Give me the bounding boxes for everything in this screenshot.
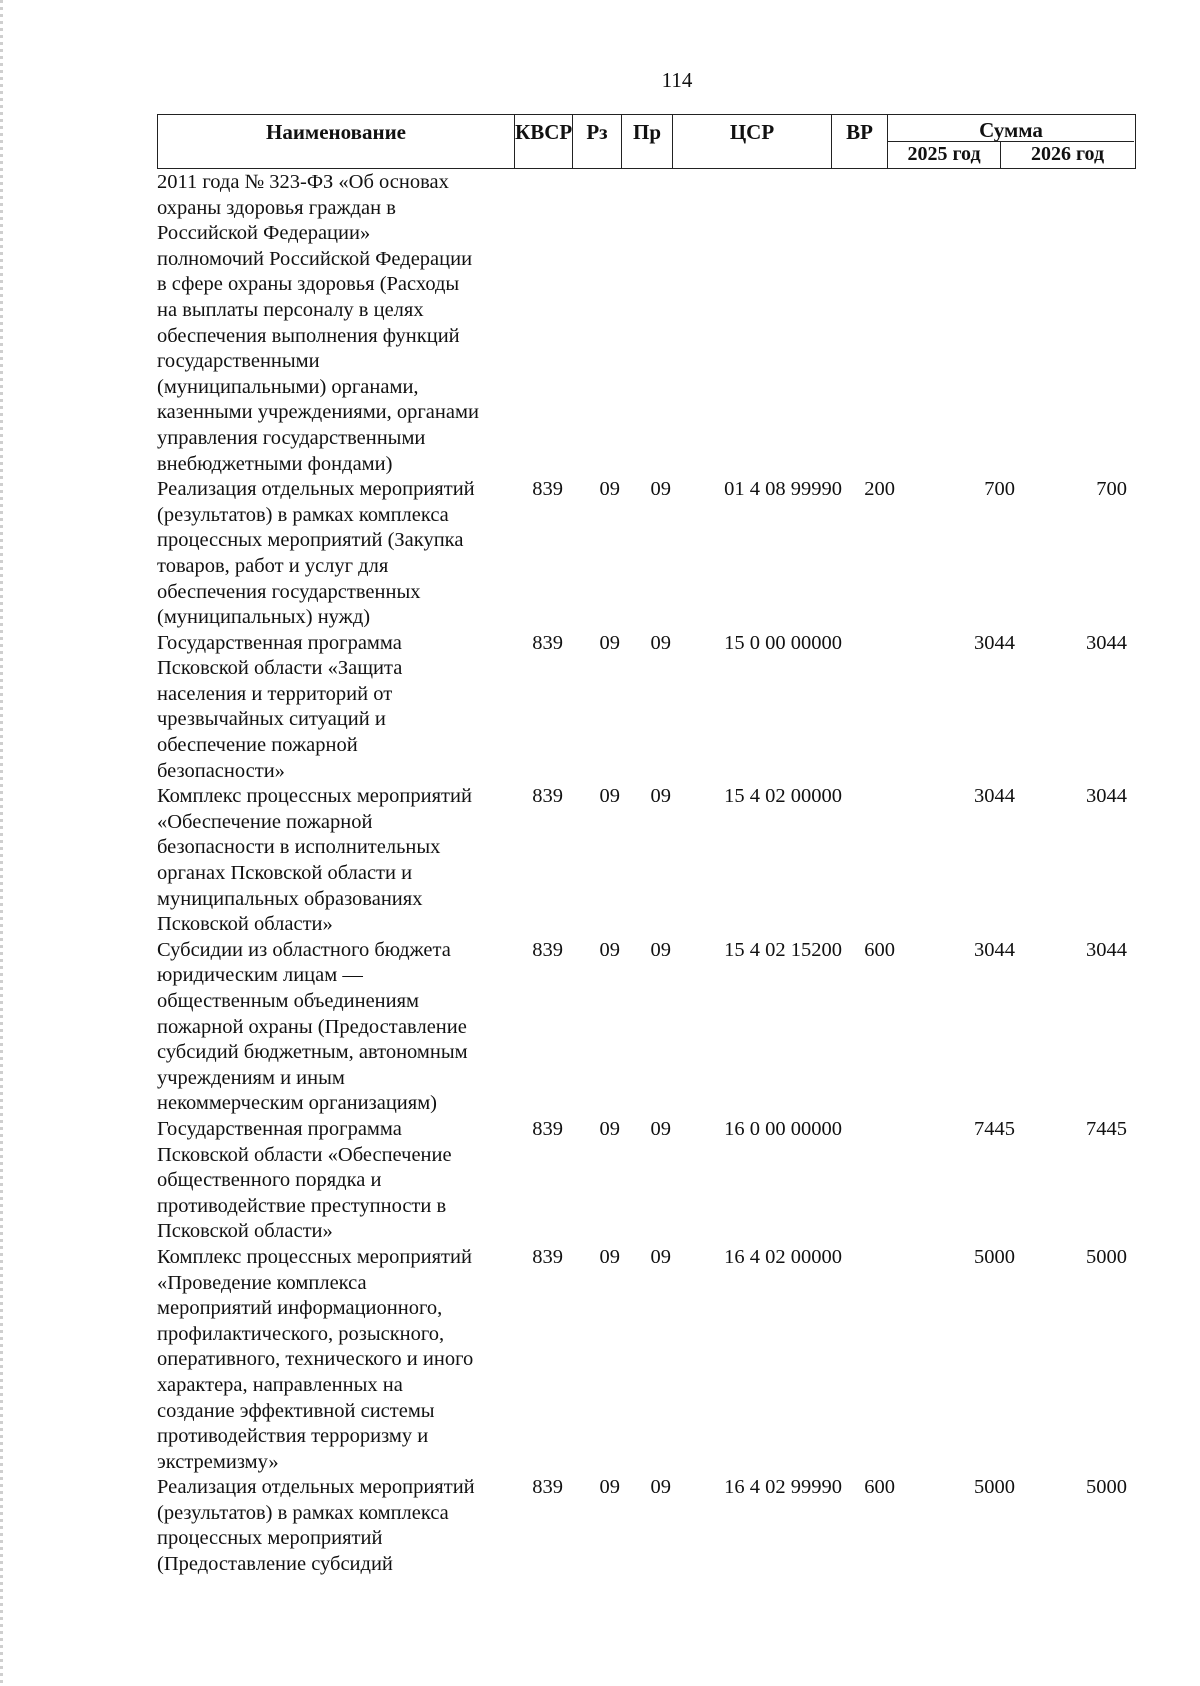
row-pr: 09 [650,1245,671,1268]
row-name: Субсидии из областного бюджета юридическим лицам — общественным объединениям пожарной охраны (Предоставление субсидий бюджетным, автономным учреждениям и иным некоммерческим организациям) [157,938,468,1115]
row-vr: 600 [864,938,895,961]
row-sum-2025: 3044 [974,631,1015,654]
table-row [157,477,1136,631]
row-rz: 09 [599,1117,620,1140]
header-year-2025: 2025 год [888,142,1001,168]
row-sum-2025: 5000 [974,1245,1015,1268]
row-pr: 09 [650,631,671,654]
table-row [157,784,1136,938]
scan-edge [0,0,3,1686]
row-rz: 09 [599,1245,620,1268]
row-name: Комплекс процессных мероприятий «Проведение комплекса мероприятий информационного, профилактического, розыскного, оперативного, технического и иного характера, направленных на создание эффективной системы противодействия терроризму и экстремизму» [157,1245,474,1473]
row-name: Государственная программа Псковской области «Защита населения и территорий от чрезвычайных ситуаций и обеспечение пожарной безопасности» [157,631,403,782]
row-sum-2025: 3044 [974,785,1015,808]
row-vr: 200 [864,478,895,501]
row-sum-2026: 3044 [1086,631,1127,654]
row-csr: 15 4 02 00000 [724,785,842,808]
row-kvsr: 839 [532,478,563,501]
header-kvsr: КВСР [515,115,573,168]
table-row [157,1475,1136,1577]
row-sum-2025: 700 [984,478,1015,501]
header-name: Наименование [158,115,515,168]
header-sum: Сумма [888,115,1134,142]
row-sum-2025: 7445 [974,1117,1015,1140]
header-sum-group [888,115,1134,168]
header-vr: ВР [832,115,888,168]
row-sum-2026: 3044 [1086,785,1127,808]
row-csr: 16 0 00 00000 [724,1117,842,1140]
row-pr: 09 [650,785,671,808]
row-csr: 15 0 00 00000 [724,631,842,654]
row-name: Государственная программа Псковской области «Обеспечение общественного порядка и противодействие преступности в Псковской области» [157,1117,452,1243]
row-vr: 600 [864,1476,895,1499]
header-rz: Рз [573,115,622,168]
row-sum-2026: 700 [1096,478,1127,501]
row-kvsr: 839 [532,938,563,961]
header-year-2026: 2026 год [1030,143,1105,165]
row-rz: 09 [599,631,620,654]
row-rz: 09 [599,938,620,961]
table-row [157,170,1136,477]
row-kvsr: 839 [532,1476,563,1499]
header-pr: Пр [622,115,673,168]
table-row [157,1245,1136,1475]
row-kvsr: 839 [532,631,563,654]
row-pr: 09 [650,1117,671,1140]
row-csr: 16 4 02 99990 [724,1476,842,1499]
row-name: Комплекс процессных мероприятий «Обеспечение пожарной безопасности в исполнительных органах Псковской области и муниципальных образованиях Псковской области» [157,785,472,936]
row-csr: 15 4 02 15200 [724,938,842,961]
row-kvsr: 839 [532,1117,563,1140]
table-row [157,631,1136,785]
table-row [157,938,1136,1117]
table-body [157,170,1136,1578]
row-name: 2011 года № 323-ФЗ «Об основах охраны здоровья граждан в Российской Федерации» полномочий Российской Федерации в сфере охраны здоровья (Расходы на выплаты персоналу в целях обеспечения выполнения функций государственными (муниципальными) органами, казенными учреждениями, органами управления государственными внебюджетными фондами) [157,171,479,475]
row-rz: 09 [599,785,620,808]
row-sum-2026: 7445 [1086,1117,1127,1140]
page-number: 114 [661,68,693,92]
row-kvsr: 839 [532,1245,563,1268]
row-sum-2025: 3044 [974,938,1015,961]
row-csr: 01 4 08 99990 [724,478,842,501]
header-csr: ЦСР [673,115,832,168]
row-sum-2026: 5000 [1086,1245,1127,1268]
row-pr: 09 [650,938,671,961]
row-name: Реализация отдельных мероприятий (результатов) в рамках комплекса процессных мероприятий (Предоставление субсидий [157,1476,475,1576]
row-rz: 09 [599,478,620,501]
row-pr: 09 [650,1476,671,1499]
table-header [157,114,1136,169]
table-row [157,1117,1136,1245]
row-sum-2025: 5000 [974,1476,1015,1499]
row-name: Реализация отдельных мероприятий (результатов) в рамках комплекса процессных мероприятий (Закупка товаров, работ и услуг для обеспечения государственных (муниципальных) нужд) [157,478,475,629]
row-sum-2026: 5000 [1086,1476,1127,1499]
row-kvsr: 839 [532,785,563,808]
row-csr: 16 4 02 00000 [724,1245,842,1268]
row-rz: 09 [599,1476,620,1499]
row-pr: 09 [650,478,671,501]
row-sum-2026: 3044 [1086,938,1127,961]
